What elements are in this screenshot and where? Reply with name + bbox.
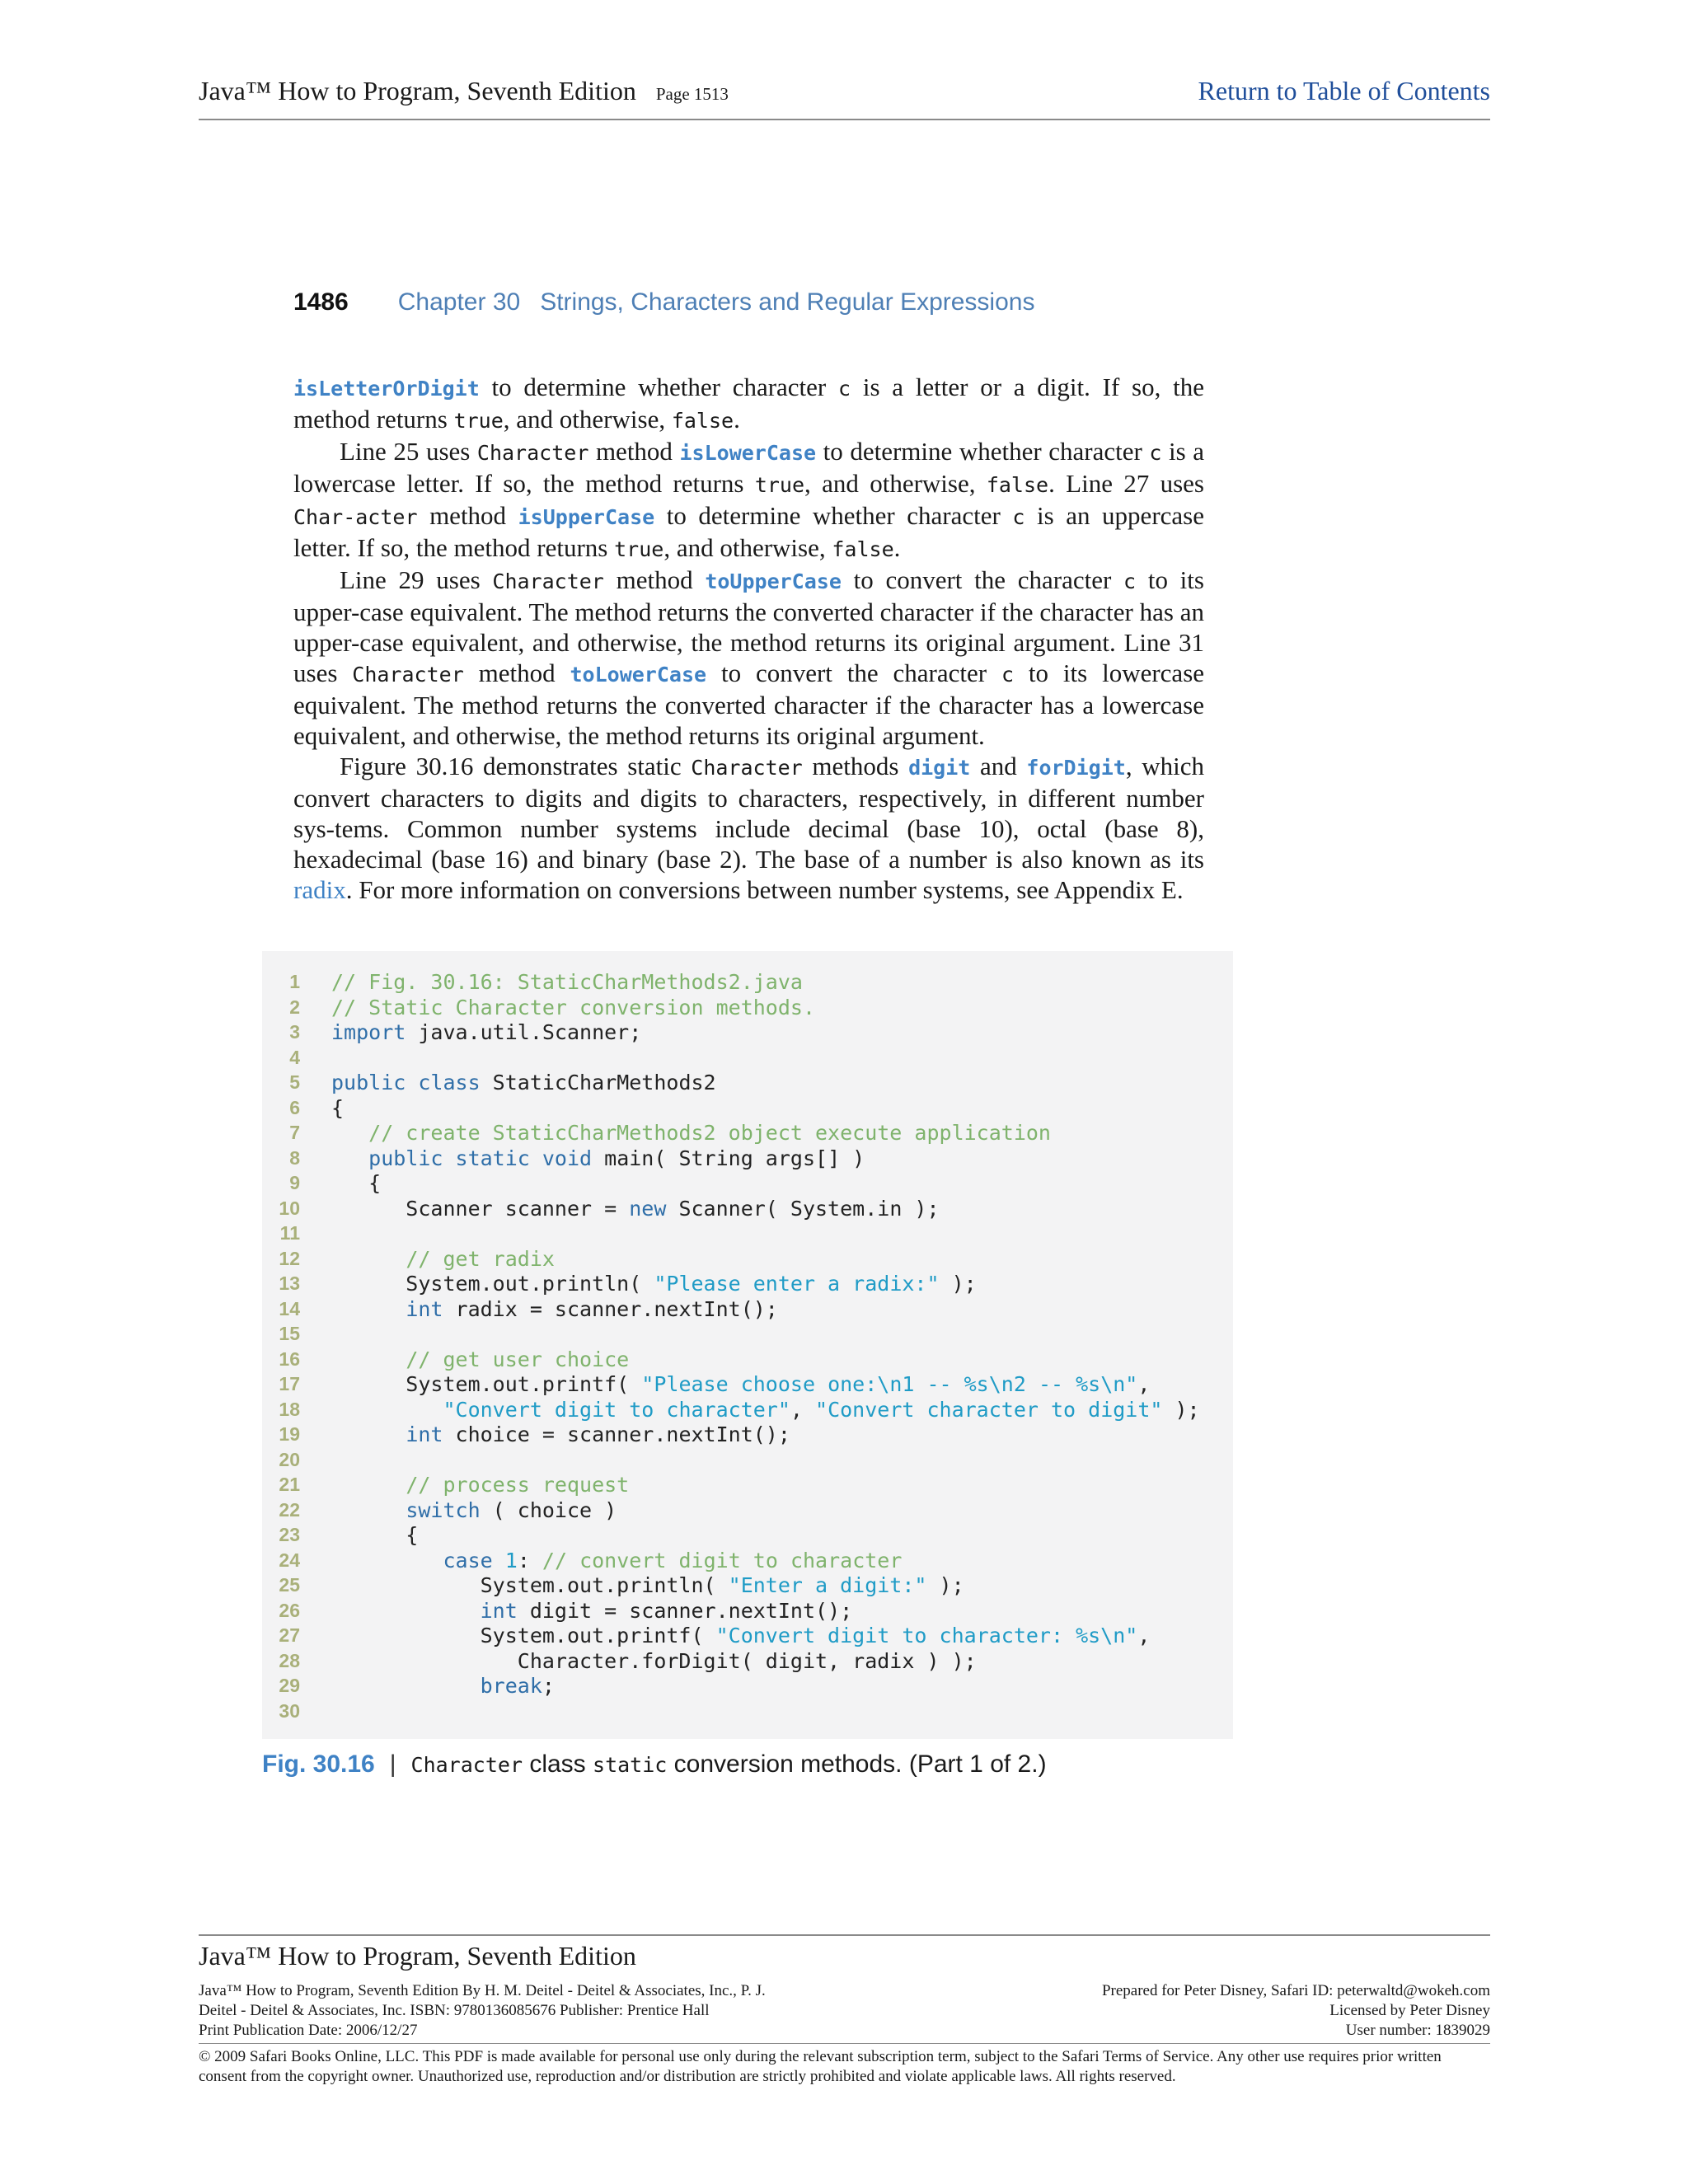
line-number: 10 <box>279 1197 300 1219</box>
line-number: 4 <box>289 1046 300 1068</box>
code-token: ); <box>926 1573 964 1597</box>
code-token: // Static Character conversion methods. <box>331 995 815 1019</box>
footer-left-line-2: Deitel - Deitel & Associates, Inc. ISBN: 9780136085676 Publisher: Prentice Hall <box>199 2002 710 2019</box>
code-text <box>331 1598 852 1624</box>
text-run: Character <box>410 1753 523 1777</box>
text-run: toLowerCase <box>570 663 707 687</box>
code-token: "Please enter a radix:" <box>654 1272 940 1296</box>
text-run: Line 29 uses <box>340 565 493 594</box>
text-run: isLowerCase <box>679 441 817 465</box>
text-run: . For more information on conversions between number systems, see Appendix E. <box>345 875 1184 904</box>
text-run: to determine whether character <box>479 373 839 401</box>
text-run: c <box>1149 441 1162 465</box>
code-text <box>331 1673 555 1699</box>
code-text <box>331 1146 865 1171</box>
text-run: Character <box>492 569 604 593</box>
code-token: , <box>790 1397 816 1422</box>
code-token: break <box>480 1674 542 1698</box>
code-text <box>331 1472 629 1497</box>
text-run: to its lowercase equivalent. The method returns the converted character if the character has a lowercase equivalent, and otherwise, the method returns its original argument. <box>293 658 1205 750</box>
code-token: public static void <box>368 1146 593 1170</box>
footer-book-title: Java™ How to Program, Seventh Edition <box>199 1941 636 1971</box>
line-number: 23 <box>279 1524 300 1545</box>
code-line <box>262 1120 1233 1146</box>
code-line <box>262 995 1233 1020</box>
line-number: 11 <box>279 1222 300 1244</box>
code-text <box>331 1070 716 1095</box>
code-token: System.out.printf( <box>331 1624 716 1647</box>
code-token <box>331 1247 406 1271</box>
caption-separator: | <box>389 1750 396 1778</box>
text-run: Character <box>476 441 589 465</box>
code-token <box>331 1549 443 1572</box>
text-run: false <box>832 537 894 561</box>
text-run: . <box>734 405 740 434</box>
code-line <box>262 1019 1233 1045</box>
code-token <box>331 1473 406 1497</box>
code-token: Scanner scanner = <box>331 1196 630 1221</box>
text-run: method <box>417 501 518 530</box>
code-token: { <box>331 1523 419 1547</box>
code-token: "Convert digit to character" <box>443 1397 790 1422</box>
line-number: 5 <box>289 1071 300 1093</box>
line-number: 24 <box>279 1549 300 1571</box>
code-line <box>262 1472 1233 1497</box>
text-run: digit <box>908 756 971 780</box>
code-token: int <box>480 1598 518 1623</box>
footer-left-line-1: Java™ How to Program, Seventh Edition By H. M. Deitel - Deitel & Associates, Inc., P. J. <box>199 1982 766 1999</box>
body-text <box>293 372 1204 905</box>
text-run: c <box>838 377 851 401</box>
text-run: is an uppercase letter. If so, the method returns <box>293 501 1204 562</box>
line-number: 1 <box>289 971 300 992</box>
code-token <box>331 1398 443 1422</box>
footer-copyright: © 2009 Safari Books Online, LLC. This PDF is made available for personal use only during the relevant subscription term, subject to the Safari Terms of Service. Any other use requires prior written consent from the copyright owner. Unauthorized use, reproduction and/or distribution are strictly prohibited and violate applicable laws. All rights reserved. <box>199 2043 1490 2087</box>
code-listing <box>262 951 1233 1739</box>
code-line <box>262 1447 1233 1473</box>
code-line <box>262 1548 1233 1573</box>
text-run: Figure 30.16 demonstrates static <box>340 752 692 780</box>
text-run: Character <box>691 756 803 780</box>
code-line <box>262 1095 1233 1121</box>
line-number: 9 <box>289 1172 300 1193</box>
text-run: true <box>754 473 805 497</box>
code-token: int <box>406 1422 443 1446</box>
text-run: is a lowercase letter. If so, the method returns <box>293 437 1205 498</box>
text-run: static <box>593 1753 668 1777</box>
code-token: // convert digit to character <box>542 1548 903 1572</box>
code-token <box>331 1297 406 1321</box>
text-run: class <box>523 1750 593 1778</box>
line-number: 26 <box>279 1599 300 1621</box>
text-run: to its upper-case equivalent. The method returns the converted character if the character has an upper-case equivalent, and otherwise, the method returns its original argument. Line 31 uses <box>293 565 1204 687</box>
code-token <box>493 1549 505 1572</box>
line-number: 15 <box>279 1323 300 1344</box>
code-text <box>331 1422 790 1447</box>
code-token: public class <box>331 1071 481 1094</box>
code-token: case <box>443 1548 493 1572</box>
code-token: int <box>406 1296 443 1321</box>
line-number: 12 <box>279 1247 300 1269</box>
code-token: // process request <box>406 1473 630 1497</box>
code-text <box>331 1648 977 1674</box>
code-token: , <box>1137 1624 1151 1647</box>
code-token: "Please choose one:\n1 -- %s\n2 -- %s\n" <box>641 1372 1138 1396</box>
line-number: 27 <box>279 1624 300 1646</box>
code-text <box>331 969 803 995</box>
text-run: true <box>453 409 504 433</box>
code-token: choice = scanner.nextInt(); <box>443 1422 790 1446</box>
text-run: isLetterOrDigit <box>293 377 480 401</box>
text-run: , and otherwise, <box>503 405 672 434</box>
text-run: to convert the character <box>706 658 1001 687</box>
code-token: Character.forDigit( digit, radix ) ); <box>331 1648 977 1673</box>
line-number: 30 <box>279 1699 300 1722</box>
code-token <box>331 1121 368 1145</box>
code-token: ; <box>542 1674 555 1698</box>
code-token: new <box>629 1196 667 1221</box>
paragraph-2 <box>293 436 1204 565</box>
text-run: radix <box>293 875 346 904</box>
code-text <box>331 1522 418 1548</box>
chapter-heading <box>293 288 1034 316</box>
text-run: , which convert characters to digits and digits to characters, respectively, in different number sys-tems. Common number systems include decimal (base 10), octal (base 8), hexadecimal (base 16) and binary (base 2). The base of a number is also known as its <box>293 752 1204 874</box>
code-token: // get radix <box>406 1246 555 1271</box>
code-token: switch <box>406 1497 481 1522</box>
line-number: 2 <box>289 996 300 1018</box>
code-text <box>331 1170 381 1196</box>
text-run: toUpperCase <box>705 569 842 593</box>
code-text <box>331 1095 344 1121</box>
paragraph-3 <box>293 565 1204 751</box>
code-line <box>262 1648 1233 1674</box>
code-line <box>262 1146 1233 1171</box>
footer-right-line-1: Prepared for Peter Disney, Safari ID: peterwaltd@wokeh.com <box>1101 1982 1490 1999</box>
code-token: , <box>1137 1372 1151 1396</box>
code-line <box>262 1572 1233 1598</box>
line-number: 8 <box>289 1146 300 1169</box>
code-line <box>262 1598 1233 1624</box>
footer-left-line-3: Print Publication Date: 2006/12/27 <box>199 2022 418 2039</box>
code-text <box>331 1371 1150 1397</box>
code-line <box>262 1196 1233 1221</box>
footer-right-line-2: Licensed by Peter Disney <box>1329 2002 1490 2019</box>
code-line <box>262 1673 1233 1699</box>
text-run: to convert the character <box>841 565 1124 594</box>
text-run: and <box>970 752 1027 780</box>
code-line <box>262 1347 1233 1372</box>
code-token: ); <box>939 1272 977 1296</box>
code-token <box>331 1146 368 1170</box>
figure-caption <box>262 1750 1047 1779</box>
code-token: import <box>331 1020 406 1044</box>
chapter-label: Chapter 30 <box>397 288 521 316</box>
text-run: true <box>614 537 664 561</box>
paragraph-4 <box>293 751 1204 905</box>
text-run: forDigit <box>1026 756 1126 780</box>
text-run: Line 25 uses <box>340 437 477 466</box>
line-number: 20 <box>279 1448 300 1470</box>
text-run: isUpperCase <box>518 505 655 529</box>
code-text <box>331 1196 940 1221</box>
code-line <box>262 1296 1233 1322</box>
code-line <box>262 1321 1233 1347</box>
line-number: 25 <box>279 1574 300 1596</box>
code-line <box>262 1271 1233 1296</box>
caption-text <box>411 1750 1047 1778</box>
code-token: Scanner( System.in ); <box>666 1196 940 1221</box>
code-token: ); <box>1162 1397 1200 1422</box>
line-number: 29 <box>279 1675 300 1696</box>
code-line <box>262 1422 1233 1447</box>
line-number: 14 <box>279 1297 300 1319</box>
code-text <box>331 1019 641 1045</box>
text-run: to determine whether character <box>654 501 1013 530</box>
code-line <box>262 1070 1233 1095</box>
paragraph-1 <box>293 372 1204 436</box>
code-line <box>262 1623 1233 1648</box>
figure-label: Fig. 30.16 <box>262 1750 375 1778</box>
text-run: false <box>986 473 1049 497</box>
code-token: // get user choice <box>406 1347 630 1371</box>
code-line <box>262 1221 1233 1246</box>
text-run: method <box>588 437 680 466</box>
code-token <box>331 1347 406 1371</box>
header-book-title-group <box>199 76 729 106</box>
text-run: , and otherwise, <box>804 469 987 498</box>
code-token: StaticCharMethods2 <box>480 1071 716 1094</box>
code-token: "Enter a digit:" <box>728 1573 927 1597</box>
code-text <box>331 1296 778 1322</box>
code-line <box>262 1699 1233 1724</box>
code-token: radix = scanner.nextInt(); <box>443 1296 778 1321</box>
code-text <box>331 1246 555 1272</box>
code-text <box>331 1497 617 1523</box>
code-token <box>331 1599 481 1623</box>
code-text <box>331 1347 629 1372</box>
toc-link[interactable]: Return to Table of Contents <box>1198 76 1490 105</box>
code-text <box>331 1271 977 1296</box>
code-token: { <box>331 1095 345 1120</box>
chapter-title: Strings, Characters and Regular Expressions <box>540 288 1035 316</box>
code-text <box>331 1548 902 1573</box>
header-page-label: Page 1513 <box>655 84 729 104</box>
text-run: . <box>893 533 901 562</box>
code-text <box>331 1397 1200 1422</box>
text-run: . Line 27 uses <box>1048 469 1205 498</box>
code-token: { <box>331 1171 382 1195</box>
code-token: System.out.printf( <box>331 1372 642 1396</box>
text-run: method <box>603 565 706 594</box>
text-run: conversion methods. (Part 1 of 2.) <box>667 1750 1047 1778</box>
code-token: : <box>517 1548 542 1572</box>
text-run: method <box>463 658 570 687</box>
code-line <box>262 969 1233 995</box>
code-token: digit = scanner.nextInt(); <box>517 1598 853 1623</box>
code-line <box>262 1397 1233 1422</box>
code-text <box>331 1120 1051 1146</box>
line-number: 18 <box>279 1398 300 1420</box>
code-text <box>331 1572 964 1598</box>
text-run: to determine whether character <box>816 437 1150 466</box>
text-run: c <box>1001 663 1015 687</box>
text-run: Char-acter <box>293 505 418 529</box>
code-line <box>262 1371 1233 1397</box>
line-number: 22 <box>279 1498 300 1521</box>
line-number: 13 <box>279 1272 300 1294</box>
code-text <box>331 995 815 1020</box>
code-line <box>262 1246 1233 1272</box>
text-run: c <box>1123 569 1137 593</box>
code-token: main( String args[] ) <box>592 1146 865 1170</box>
code-token: System.out.println( <box>331 1573 729 1597</box>
code-token: java.util.Scanner; <box>406 1020 642 1044</box>
code-token <box>331 1422 406 1446</box>
code-line <box>262 1045 1233 1071</box>
code-line <box>262 1497 1233 1523</box>
code-line <box>262 1170 1233 1196</box>
code-text <box>331 1623 1150 1648</box>
line-number: 21 <box>279 1474 300 1495</box>
header-book-title: Java™ How to Program, Seventh Edition <box>199 76 636 105</box>
text-run: c <box>1012 505 1025 529</box>
code-token: "Convert character to digit" <box>815 1397 1163 1422</box>
line-number: 19 <box>279 1423 300 1445</box>
running-header <box>199 76 1490 120</box>
line-number: 28 <box>279 1649 300 1671</box>
code-token: // Fig. 30.16: StaticCharMethods2.java <box>331 970 803 994</box>
text-run: , and otherwise, <box>663 533 832 562</box>
code-line <box>262 1522 1233 1548</box>
code-token <box>331 1498 406 1522</box>
code-token: "Convert digit to character: %s\n" <box>715 1624 1138 1647</box>
code-token <box>331 1674 481 1698</box>
text-run: false <box>671 409 734 433</box>
text-run: Character <box>352 663 464 687</box>
code-token: System.out.println( <box>331 1272 654 1296</box>
line-number: 3 <box>289 1021 300 1043</box>
line-number: 17 <box>279 1373 300 1394</box>
line-number: 16 <box>279 1347 300 1370</box>
book-page-number: 1486 <box>293 288 349 316</box>
code-token: 1 <box>504 1548 518 1572</box>
text-run: is a letter or a digit. If so, the method returns <box>293 373 1204 434</box>
page-footer <box>199 1934 1490 2085</box>
text-run: methods <box>802 752 909 780</box>
line-number: 7 <box>289 1122 300 1143</box>
footer-right-line-3: User number: 1839029 <box>1345 2022 1490 2039</box>
line-number: 6 <box>289 1096 300 1118</box>
code-token: // create StaticCharMethods2 object execute application <box>368 1121 1051 1145</box>
code-token: ( choice ) <box>480 1497 617 1522</box>
